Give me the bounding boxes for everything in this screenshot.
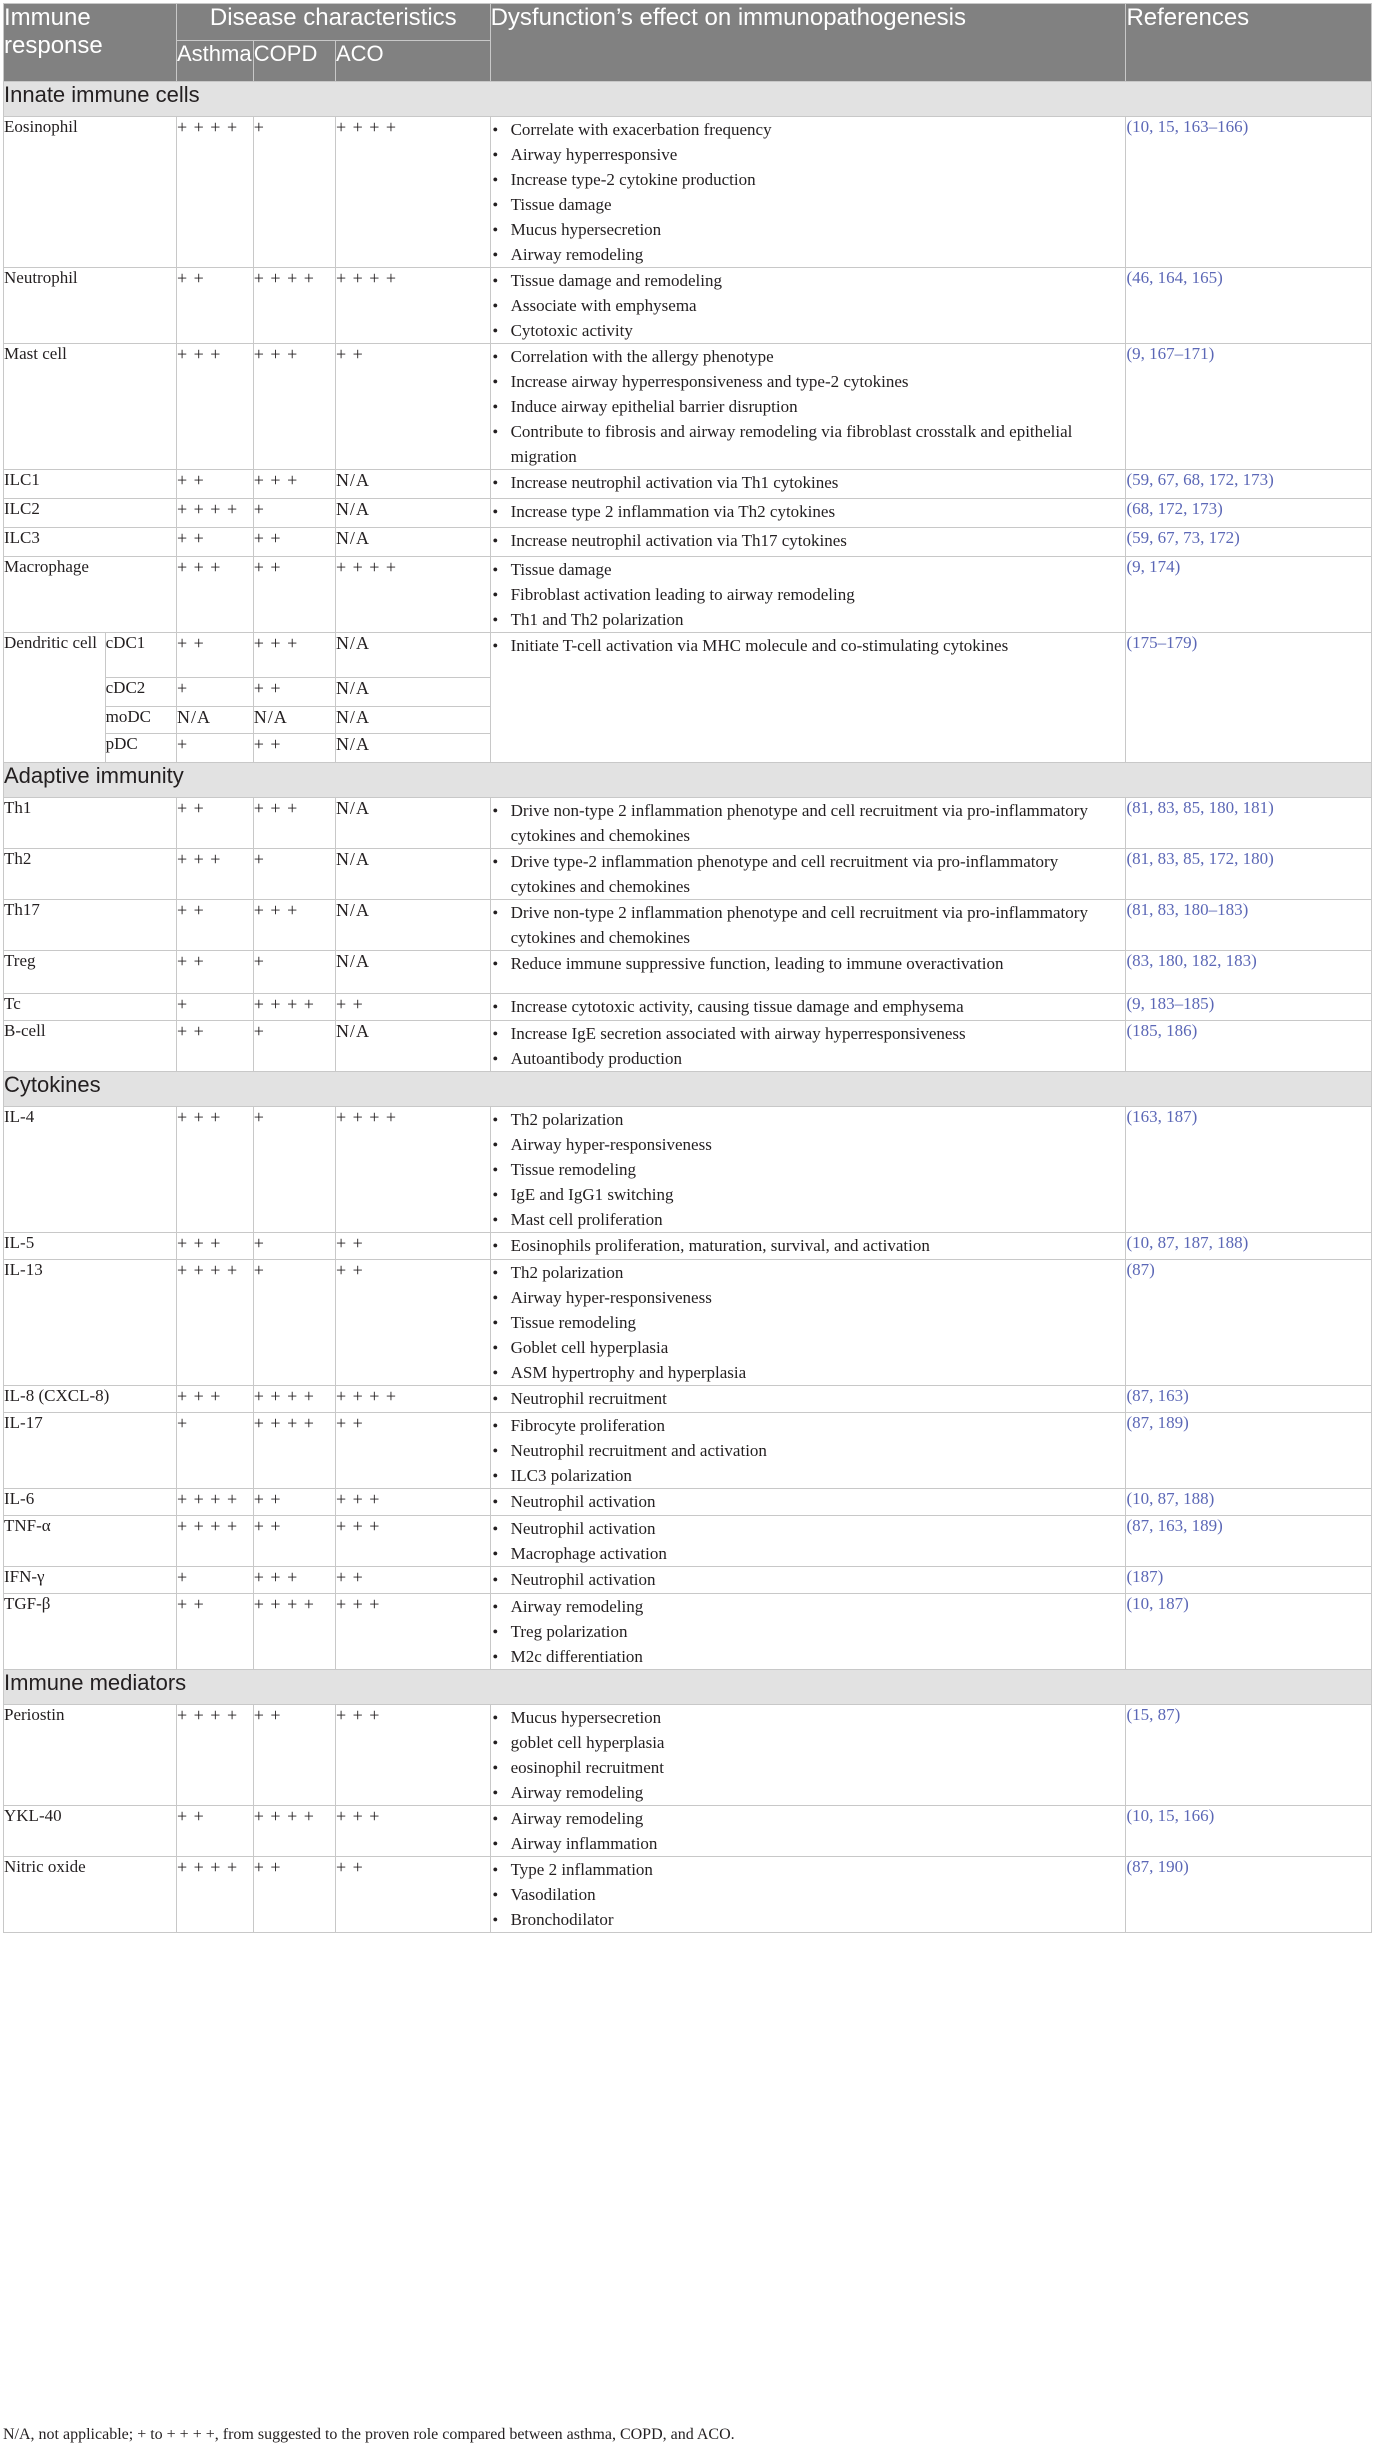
- aco-score: N/A: [335, 900, 490, 951]
- effect-item: ● IgE and IgG1 switching: [491, 1182, 1126, 1207]
- table-row: [4, 557, 1372, 633]
- table-row: [4, 1413, 1372, 1489]
- copd-score: + + +: [253, 900, 335, 951]
- copd-score: +: [253, 1021, 335, 1072]
- table-row: [4, 798, 1372, 849]
- copd-score: + + + +: [253, 1594, 335, 1670]
- effect-list: [491, 557, 1126, 632]
- table-row: [4, 1489, 1372, 1516]
- effect-list: [491, 1386, 1126, 1411]
- asthma-score: + + +: [177, 344, 254, 470]
- aco-score: N/A: [335, 678, 490, 707]
- effect-cell: [490, 1260, 1126, 1386]
- copd-score: +: [253, 117, 335, 268]
- references-cell: (185, 186): [1126, 1021, 1372, 1072]
- asthma-score: +: [177, 734, 254, 763]
- effect-item: ● Increase type 2 inflammation via Th2 cytokines: [491, 499, 1126, 524]
- asthma-score: +: [177, 1567, 254, 1594]
- copd-score: + +: [253, 1705, 335, 1806]
- references-cell: (81, 83, 85, 180, 181): [1126, 798, 1372, 849]
- table-row: [4, 528, 1372, 557]
- effect-item: ● ASM hypertrophy and hyperplasia: [491, 1360, 1126, 1385]
- header-aco: ACO: [335, 41, 490, 82]
- effect-item: ● Airway remodeling: [491, 242, 1126, 267]
- effect-list: [491, 849, 1126, 899]
- header-references: References: [1126, 4, 1372, 82]
- copd-score: N/A: [253, 707, 335, 734]
- effect-item: ● Airway hyper-responsiveness: [491, 1132, 1126, 1157]
- section-title: Immune mediators: [4, 1670, 1372, 1705]
- copd-score: + + + +: [253, 1386, 335, 1413]
- table-row: [4, 117, 1372, 268]
- effect-item: ● Th2 polarization: [491, 1107, 1126, 1132]
- immune-name: Th17: [4, 900, 177, 951]
- immune-name: Nitric oxide: [4, 1857, 177, 1933]
- asthma-score: +: [177, 994, 254, 1021]
- effect-item: ● Contribute to fibrosis and airway remodeling via fibroblast crosstalk and epithelial migration: [491, 419, 1126, 469]
- table-row: [4, 268, 1372, 344]
- effect-item: ● Reduce immune suppressive function, leading to immune overactivation: [491, 951, 1126, 976]
- effect-item: ● Vasodilation: [491, 1882, 1126, 1907]
- effect-cell: [490, 1594, 1126, 1670]
- aco-score: + +: [335, 344, 490, 470]
- effect-item: ● Neutrophil activation: [491, 1567, 1126, 1592]
- effect-cell: [490, 951, 1126, 994]
- effect-list: [491, 268, 1126, 343]
- effect-item: ● Mast cell proliferation: [491, 1207, 1126, 1232]
- effect-item: ● Drive type-2 inflammation phenotype and cell recruitment via pro-inflammatory cytokines and chemokines: [491, 849, 1126, 899]
- asthma-score: + +: [177, 900, 254, 951]
- aco-score: + +: [335, 1857, 490, 1933]
- copd-score: +: [253, 951, 335, 994]
- effect-list: [491, 499, 1126, 524]
- effect-list: [491, 1857, 1126, 1932]
- header-immune-response: Immune response: [4, 4, 177, 82]
- references-cell: (10, 87, 187, 188): [1126, 1233, 1372, 1260]
- table-row: [4, 1857, 1372, 1933]
- dendritic-subtype: moDC: [105, 707, 176, 734]
- references-cell: (87, 190): [1126, 1857, 1372, 1933]
- asthma-score: + +: [177, 1594, 254, 1670]
- table-row: [4, 470, 1372, 499]
- copd-score: + + +: [253, 344, 335, 470]
- immune-name: Dendritic cell: [4, 633, 106, 763]
- effect-cell: [490, 1567, 1126, 1594]
- references-cell: (87, 189): [1126, 1413, 1372, 1489]
- effect-item: ● Autoantibody production: [491, 1046, 1126, 1071]
- references-cell: (46, 164, 165): [1126, 268, 1372, 344]
- effect-item: ● Tissue remodeling: [491, 1310, 1126, 1335]
- aco-score: N/A: [335, 633, 490, 678]
- copd-score: +: [253, 499, 335, 528]
- effect-item: ● Tissue damage: [491, 192, 1126, 217]
- asthma-score: + + + +: [177, 117, 254, 268]
- effect-cell: [490, 1233, 1126, 1260]
- effect-item: ● Increase cytotoxic activity, causing tissue damage and emphysema: [491, 994, 1126, 1019]
- effect-item: ● Airway remodeling: [491, 1780, 1126, 1805]
- header-row: [4, 4, 1372, 41]
- table-row: [4, 633, 1372, 678]
- effect-list: [491, 528, 1126, 553]
- effect-item: ● Treg polarization: [491, 1619, 1126, 1644]
- effect-item: ● Cytotoxic activity: [491, 318, 1126, 343]
- table-row: [4, 1107, 1372, 1233]
- immune-name: TGF-β: [4, 1594, 177, 1670]
- immune-name: Tc: [4, 994, 177, 1021]
- effect-item: ● Drive non-type 2 inflammation phenotype and cell recruitment via pro-inflammatory cytokines and chemokines: [491, 798, 1126, 848]
- references-cell: (87, 163, 189): [1126, 1516, 1372, 1567]
- asthma-score: +: [177, 1413, 254, 1489]
- effect-item: ● Airway hyper-responsiveness: [491, 1285, 1126, 1310]
- references-cell: (163, 187): [1126, 1107, 1372, 1233]
- references-cell: (83, 180, 182, 183): [1126, 951, 1372, 994]
- copd-score: + + + +: [253, 1413, 335, 1489]
- immune-name: ILC1: [4, 470, 177, 499]
- header-effect: Dysfunction’s effect on immunopathogenesis: [490, 4, 1126, 82]
- effect-list: [491, 1516, 1126, 1566]
- aco-score: + + +: [335, 1806, 490, 1857]
- effect-item: ● Eosinophils proliferation, maturation, survival, and activation: [491, 1233, 1126, 1258]
- effect-cell: [490, 1857, 1126, 1933]
- effect-cell: [490, 1705, 1126, 1806]
- effect-list: [491, 951, 1126, 976]
- section-title: Adaptive immunity: [4, 763, 1372, 798]
- effect-cell: [490, 1489, 1126, 1516]
- effect-cell: [490, 557, 1126, 633]
- effect-item: ● Airway hyperresponsive: [491, 142, 1126, 167]
- effect-list: [491, 117, 1126, 267]
- effect-cell: [490, 1021, 1126, 1072]
- immune-name: Macrophage: [4, 557, 177, 633]
- effect-item: ● goblet cell hyperplasia: [491, 1730, 1126, 1755]
- aco-score: + + +: [335, 1705, 490, 1806]
- copd-score: + +: [253, 1516, 335, 1567]
- asthma-score: + +: [177, 528, 254, 557]
- immune-name: IL-5: [4, 1233, 177, 1260]
- effect-cell: [490, 117, 1126, 268]
- effect-item: ● Goblet cell hyperplasia: [491, 1335, 1126, 1360]
- effect-item: ● Increase IgE secretion associated with airway hyperresponsiveness: [491, 1021, 1126, 1046]
- references-cell: (10, 15, 166): [1126, 1806, 1372, 1857]
- references-cell: (87): [1126, 1260, 1372, 1386]
- aco-score: + +: [335, 1260, 490, 1386]
- effect-item: ● ILC3 polarization: [491, 1463, 1126, 1488]
- dendritic-subtype: cDC2: [105, 678, 176, 707]
- effect-item: ● Increase neutrophil activation via Th17 cytokines: [491, 528, 1126, 553]
- effect-item: ● Bronchodilator: [491, 1907, 1126, 1932]
- effect-list: [491, 344, 1126, 469]
- table-body: [4, 82, 1372, 1933]
- immune-name: IL-8 (CXCL-8): [4, 1386, 177, 1413]
- table-row: [4, 1567, 1372, 1594]
- effect-cell: [490, 900, 1126, 951]
- aco-score: + + + +: [335, 557, 490, 633]
- table-row: [4, 849, 1372, 900]
- effect-item: ● Fibroblast activation leading to airway remodeling: [491, 582, 1126, 607]
- section-row: [4, 1670, 1372, 1705]
- aco-score: + +: [335, 1413, 490, 1489]
- effect-item: ● Increase neutrophil activation via Th1 cytokines: [491, 470, 1126, 495]
- effect-list: [491, 1233, 1126, 1258]
- effect-item: ● Neutrophil recruitment and activation: [491, 1438, 1126, 1463]
- effect-item: ● Correlate with exacerbation frequency: [491, 117, 1126, 142]
- copd-score: +: [253, 1260, 335, 1386]
- copd-score: + + +: [253, 633, 335, 678]
- immune-name: Eosinophil: [4, 117, 177, 268]
- section-title: Cytokines: [4, 1072, 1372, 1107]
- asthma-score: + + + +: [177, 1260, 254, 1386]
- aco-score: N/A: [335, 707, 490, 734]
- effect-item: ● Fibrocyte proliferation: [491, 1413, 1126, 1438]
- copd-score: + +: [253, 557, 335, 633]
- asthma-score: + + + +: [177, 1857, 254, 1933]
- effect-cell: [490, 1806, 1126, 1857]
- effect-item: ● Airway remodeling: [491, 1806, 1126, 1831]
- table-row: [4, 900, 1372, 951]
- asthma-score: + + +: [177, 1386, 254, 1413]
- effect-item: ● Mucus hypersecretion: [491, 217, 1126, 242]
- effect-item: ● Tissue damage and remodeling: [491, 268, 1126, 293]
- references-cell: (59, 67, 73, 172): [1126, 528, 1372, 557]
- table-row: [4, 1021, 1372, 1072]
- effect-cell: [490, 994, 1126, 1021]
- effect-item: ● Drive non-type 2 inflammation phenotype and cell recruitment via pro-inflammatory cytokines and chemokines: [491, 900, 1126, 950]
- header-copd: COPD: [253, 41, 335, 82]
- aco-score: + + +: [335, 1516, 490, 1567]
- effect-cell: [490, 1107, 1126, 1233]
- table-row: [4, 1233, 1372, 1260]
- effect-item: ● Increase type-2 cytokine production: [491, 167, 1126, 192]
- asthma-score: + + + +: [177, 499, 254, 528]
- asthma-score: + + +: [177, 849, 254, 900]
- aco-score: N/A: [335, 1021, 490, 1072]
- effect-list: [491, 900, 1126, 950]
- immune-name: YKL-40: [4, 1806, 177, 1857]
- references-cell: (10, 15, 163–166): [1126, 117, 1372, 268]
- dendritic-subtype: pDC: [105, 734, 176, 763]
- aco-score: + +: [335, 1567, 490, 1594]
- table-row: [4, 1386, 1372, 1413]
- asthma-score: + + +: [177, 557, 254, 633]
- header-disease-characteristics: Disease characteristics: [177, 4, 491, 41]
- section-row: [4, 763, 1372, 798]
- copd-score: +: [253, 1233, 335, 1260]
- effect-item: ● Neutrophil activation: [491, 1489, 1126, 1514]
- references-cell: (59, 67, 68, 172, 173): [1126, 470, 1372, 499]
- immune-name: Mast cell: [4, 344, 177, 470]
- copd-score: + +: [253, 734, 335, 763]
- copd-score: + +: [253, 678, 335, 707]
- effect-list: [491, 1413, 1126, 1488]
- references-cell: (9, 174): [1126, 557, 1372, 633]
- immune-name: IL-13: [4, 1260, 177, 1386]
- aco-score: N/A: [335, 499, 490, 528]
- immune-name: Th1: [4, 798, 177, 849]
- copd-score: + +: [253, 528, 335, 557]
- effect-item: ● Initiate T-cell activation via MHC molecule and co-stimulating cytokines: [491, 633, 1126, 658]
- dendritic-subtype: cDC1: [105, 633, 176, 678]
- effect-list: [491, 1107, 1126, 1232]
- copd-score: +: [253, 849, 335, 900]
- immune-name: TNF-α: [4, 1516, 177, 1567]
- effect-item: ● Neutrophil activation: [491, 1516, 1126, 1541]
- immune-name: IFN-γ: [4, 1567, 177, 1594]
- effect-list: [491, 1705, 1126, 1805]
- effect-item: ● Induce airway epithelial barrier disruption: [491, 394, 1126, 419]
- effect-item: ● eosinophil recruitment: [491, 1755, 1126, 1780]
- copd-score: + + + +: [253, 994, 335, 1021]
- aco-score: + + + +: [335, 268, 490, 344]
- references-cell: (68, 172, 173): [1126, 499, 1372, 528]
- copd-score: + + + +: [253, 1806, 335, 1857]
- effect-cell: [490, 344, 1126, 470]
- table-row: [4, 1594, 1372, 1670]
- effect-cell: [490, 1386, 1126, 1413]
- immune-name: IL-4: [4, 1107, 177, 1233]
- copd-score: + +: [253, 1489, 335, 1516]
- aco-score: N/A: [335, 798, 490, 849]
- effect-item: ● Correlation with the allergy phenotype: [491, 344, 1126, 369]
- asthma-score: N/A: [177, 707, 254, 734]
- effect-list: [491, 1806, 1126, 1856]
- aco-score: N/A: [335, 470, 490, 499]
- copd-score: +: [253, 1107, 335, 1233]
- effect-list: [491, 470, 1126, 495]
- aco-score: N/A: [335, 734, 490, 763]
- references-cell: (175–179): [1126, 633, 1372, 763]
- effect-cell: [490, 849, 1126, 900]
- table-row: [4, 1516, 1372, 1567]
- table-row: [4, 1705, 1372, 1806]
- asthma-score: + +: [177, 633, 254, 678]
- immune-name: ILC2: [4, 499, 177, 528]
- immune-name: Th2: [4, 849, 177, 900]
- immune-name: Treg: [4, 951, 177, 994]
- aco-score: + + + +: [335, 117, 490, 268]
- aco-score: + +: [335, 994, 490, 1021]
- asthma-score: + +: [177, 951, 254, 994]
- copd-score: + + + +: [253, 268, 335, 344]
- effect-item: ● Macrophage activation: [491, 1541, 1126, 1566]
- effect-list: [491, 1594, 1126, 1669]
- copd-score: + + +: [253, 470, 335, 499]
- references-cell: (15, 87): [1126, 1705, 1372, 1806]
- effect-item: ● Tissue damage: [491, 557, 1126, 582]
- references-cell: (9, 167–171): [1126, 344, 1372, 470]
- asthma-score: + + +: [177, 1233, 254, 1260]
- effect-list: [491, 1489, 1126, 1514]
- immune-name: IL-17: [4, 1413, 177, 1489]
- effect-item: ● Increase airway hyperresponsiveness and type-2 cytokines: [491, 369, 1126, 394]
- table-row: [4, 951, 1372, 994]
- references-cell: (81, 83, 180–183): [1126, 900, 1372, 951]
- table-row: [4, 344, 1372, 470]
- asthma-score: + +: [177, 268, 254, 344]
- asthma-score: + + +: [177, 1107, 254, 1233]
- table-row: [4, 994, 1372, 1021]
- effect-item: ● Airway remodeling: [491, 1594, 1126, 1619]
- aco-score: N/A: [335, 849, 490, 900]
- effect-item: ● Associate with emphysema: [491, 293, 1126, 318]
- effect-list: [491, 633, 1126, 658]
- effect-item: ● Mucus hypersecretion: [491, 1705, 1126, 1730]
- section-row: [4, 1072, 1372, 1107]
- effect-cell: [490, 528, 1126, 557]
- asthma-score: +: [177, 678, 254, 707]
- references-cell: (187): [1126, 1567, 1372, 1594]
- table-row: [4, 1806, 1372, 1857]
- effect-cell: [490, 633, 1126, 763]
- section-row: [4, 82, 1372, 117]
- effect-item: ● Th1 and Th2 polarization: [491, 607, 1126, 632]
- references-cell: (9, 183–185): [1126, 994, 1372, 1021]
- copd-score: + + +: [253, 798, 335, 849]
- effect-item: ● Tissue remodeling: [491, 1157, 1126, 1182]
- asthma-score: + + + +: [177, 1516, 254, 1567]
- aco-score: + +: [335, 1233, 490, 1260]
- effect-item: ● Th2 polarization: [491, 1260, 1126, 1285]
- effect-cell: [490, 1516, 1126, 1567]
- asthma-score: + +: [177, 470, 254, 499]
- effect-list: [491, 1260, 1126, 1385]
- effect-list: [491, 994, 1126, 1019]
- effect-cell: [490, 499, 1126, 528]
- effect-item: ● Neutrophil recruitment: [491, 1386, 1126, 1411]
- aco-score: + + +: [335, 1594, 490, 1670]
- effect-cell: [490, 798, 1126, 849]
- table-row: [4, 1260, 1372, 1386]
- effect-item: ● Type 2 inflammation: [491, 1857, 1126, 1882]
- effect-list: [491, 1567, 1126, 1592]
- header-asthma: Asthma: [177, 41, 254, 82]
- effect-cell: [490, 470, 1126, 499]
- aco-score: N/A: [335, 951, 490, 994]
- copd-score: + + +: [253, 1567, 335, 1594]
- references-cell: (81, 83, 85, 172, 180): [1126, 849, 1372, 900]
- aco-score: + + + +: [335, 1107, 490, 1233]
- asthma-score: + +: [177, 798, 254, 849]
- asthma-score: + + + +: [177, 1705, 254, 1806]
- references-cell: (10, 187): [1126, 1594, 1372, 1670]
- immune-name: Neutrophil: [4, 268, 177, 344]
- asthma-score: + +: [177, 1021, 254, 1072]
- table-footnote: N/A, not applicable; + to + + + +, from suggested to the proven role compared between asthma, COPD, and ACO.: [3, 2426, 735, 2443]
- immune-name: Periostin: [4, 1705, 177, 1806]
- effect-list: [491, 798, 1126, 848]
- section-title: Innate immune cells: [4, 82, 1372, 117]
- immune-name: ILC3: [4, 528, 177, 557]
- effect-item: ● Airway inflammation: [491, 1831, 1126, 1856]
- aco-score: + + + +: [335, 1386, 490, 1413]
- references-cell: (87, 163): [1126, 1386, 1372, 1413]
- table-row: [4, 499, 1372, 528]
- asthma-score: + +: [177, 1806, 254, 1857]
- aco-score: + + +: [335, 1489, 490, 1516]
- effect-cell: [490, 1413, 1126, 1489]
- asthma-score: + + + +: [177, 1489, 254, 1516]
- aco-score: N/A: [335, 528, 490, 557]
- copd-score: + +: [253, 1857, 335, 1933]
- immune-response-table: [3, 3, 1372, 1933]
- immune-name: IL-6: [4, 1489, 177, 1516]
- references-cell: (10, 87, 188): [1126, 1489, 1372, 1516]
- effect-list: [491, 1021, 1126, 1071]
- effect-cell: [490, 268, 1126, 344]
- immune-name: B-cell: [4, 1021, 177, 1072]
- effect-item: ● M2c differentiation: [491, 1644, 1126, 1669]
